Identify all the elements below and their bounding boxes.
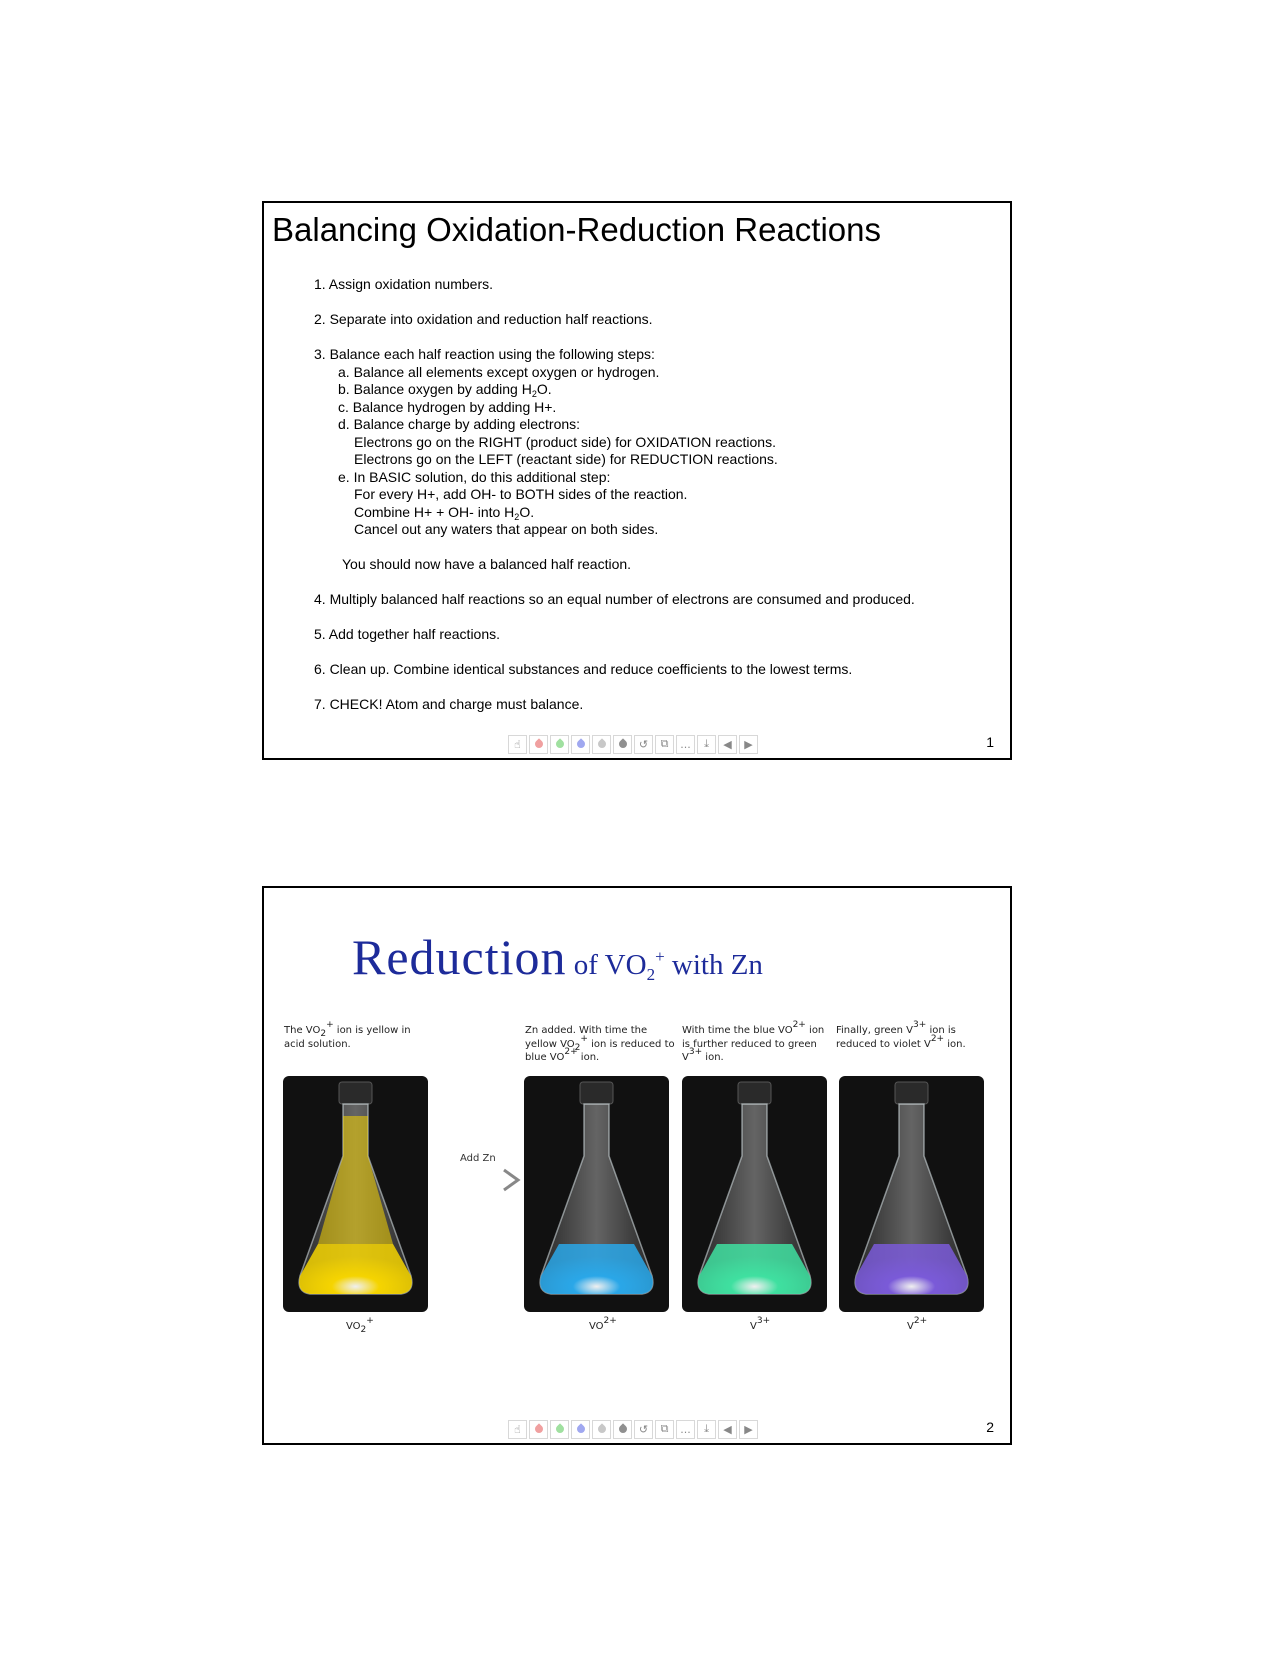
caption-violet: Finally, green $V^{3+}$ ion is reduced to violet $V^{2+}$ ion.: [836, 1020, 966, 1050]
pen-green-button[interactable]: [550, 1420, 569, 1439]
ion-label-v2plus: $V^{2+}$: [907, 1316, 928, 1332]
step-3b: b. Balance oxygen by adding $H_2O$.: [338, 381, 552, 399]
pen-dark-button[interactable]: [613, 1420, 632, 1439]
step-1: 1. Assign oxidation numbers.: [314, 276, 493, 292]
drop-icon: [575, 1423, 586, 1434]
step-2: 2. Separate into oxidation and reduction half reactions.: [314, 311, 653, 327]
undo-button[interactable]: ↺: [634, 1420, 653, 1439]
pen-blue-button[interactable]: [571, 1420, 590, 1439]
step-5: 5. Add together half reactions.: [314, 626, 501, 642]
download-button[interactable]: ⤓: [697, 735, 716, 754]
drop-icon: [554, 738, 565, 749]
drop-icon: [596, 738, 607, 749]
pen-red-button[interactable]: [529, 1420, 548, 1439]
flask-photo-blue: [524, 1076, 669, 1312]
ion-label-vo2plus2: $VO^{2+}$: [589, 1316, 617, 1332]
step-4: 4. Multiply balanced half reactions so an equal number of electrons are consumed and produced.: [314, 591, 915, 607]
slide-title: Reduction of $VO_2^+$ with Zn: [352, 929, 763, 985]
more-button[interactable]: ...: [676, 735, 695, 754]
slide-toolbar: [508, 1419, 758, 1439]
step-3c: c. Balance hydrogen by adding H+.: [338, 398, 557, 415]
pen-green-button[interactable]: [550, 735, 569, 754]
arrow-label: Add Zn: [460, 1153, 496, 1164]
slide-number: 2: [986, 1419, 994, 1435]
slide-2: [262, 886, 1012, 1445]
caption-yellow: The $VO_2^+$ ion is yellow in acid solution.: [284, 1020, 411, 1050]
caption-green: With time the blue $VO^{2+}$ ion is further reduced to green $V^{3+}$ ion.: [682, 1020, 825, 1063]
pointer-tool-button[interactable]: ☝: [508, 1420, 527, 1439]
step-3e-oh: For every H+, add OH- to BOTH sides of the reaction.: [354, 486, 688, 502]
window-icon-button[interactable]: ⧉: [655, 1420, 674, 1439]
pen-dark-button[interactable]: [613, 735, 632, 754]
step-3e: e. In BASIC solution, do this additional step:: [338, 468, 611, 485]
step-3d-left: Electrons go on the LEFT (reactant side) for REDUCTION reactions.: [354, 451, 778, 467]
prev-slide-button[interactable]: ◀: [718, 735, 737, 754]
ion-label-vo2plus: $VO_2^+$: [346, 1316, 374, 1335]
download-button[interactable]: ⤓: [697, 1420, 716, 1439]
caption-blue: Zn added. With time the yellow $VO_2^+$ ion is reduced to blue $VO^{2+}$ ion.: [525, 1025, 675, 1063]
step-7: 7. CHECK! Atom and charge must balance.: [314, 696, 584, 712]
step-3a: a. Balance all elements except oxygen or hydrogen.: [338, 363, 660, 380]
step-3e-combine: Combine H+ + OH- into $H_2O$.: [354, 503, 535, 522]
pen-gray-button[interactable]: [592, 1420, 611, 1439]
pen-gray-button[interactable]: [592, 735, 611, 754]
drop-icon: [617, 738, 628, 749]
window-icon-button[interactable]: ⧉: [655, 735, 674, 754]
pointer-tool-button[interactable]: ☝: [508, 735, 527, 754]
slide-toolbar: [508, 734, 758, 754]
prev-slide-button[interactable]: ◀: [718, 1420, 737, 1439]
slide-title: Balancing Oxidation-Reduction Reactions: [272, 211, 882, 248]
step-3: 3. Balance each half reaction using the following steps:: [314, 346, 655, 362]
step-3d-right: Electrons go on the RIGHT (product side) for OXIDATION reactions.: [354, 433, 776, 450]
flask-photo-yellow: [283, 1076, 428, 1312]
pen-blue-button[interactable]: [571, 735, 590, 754]
flask-photo-violet: [839, 1076, 984, 1312]
flask-photo-green: [682, 1076, 827, 1312]
step-3e-cancel: Cancel out any waters that appear on both sides.: [354, 521, 659, 537]
drop-icon: [533, 738, 544, 749]
arrow-right-icon: [438, 1168, 522, 1192]
ion-label-v3plus: $V^{3+}$: [750, 1316, 771, 1332]
drop-icon: [596, 1423, 607, 1434]
undo-button[interactable]: ↺: [634, 735, 653, 754]
drop-icon: [575, 738, 586, 749]
drop-icon: [617, 1423, 628, 1434]
step-3d: d. Balance charge by adding electrons:: [338, 416, 581, 432]
step-3-note: You should now have a balanced half reaction.: [342, 556, 632, 572]
drop-icon: [533, 1423, 544, 1434]
drop-icon: [554, 1423, 565, 1434]
slide-number: 1: [986, 734, 994, 750]
next-slide-button[interactable]: ▶: [739, 1420, 758, 1439]
next-slide-button[interactable]: ▶: [739, 735, 758, 754]
pen-red-button[interactable]: [529, 735, 548, 754]
step-6: 6. Clean up. Combine identical substances and reduce coefficients to the lowest terms.: [314, 661, 853, 677]
steps-list: [314, 276, 915, 714]
slide-1: [262, 201, 1012, 760]
more-button[interactable]: ...: [676, 1420, 695, 1439]
